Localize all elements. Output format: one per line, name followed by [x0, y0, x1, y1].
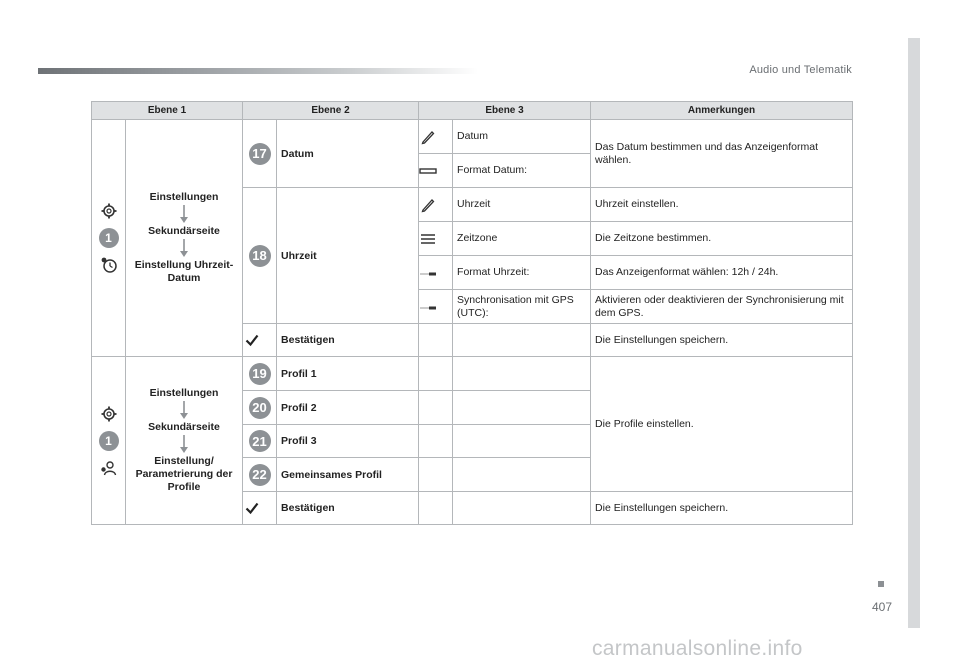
uhrzeit-option-icon-cell: [419, 188, 453, 222]
empty-cell: [419, 324, 453, 357]
badge-21: 21: [249, 430, 271, 452]
empty-cell: [453, 425, 591, 458]
uhrzeit-note: Uhrzeit einstellen.: [591, 188, 853, 222]
user-profile-icon: [100, 459, 118, 477]
checkmark-icon: [243, 331, 261, 349]
format-uhrzeit-icon-cell: [419, 256, 453, 290]
empty-cell: [453, 391, 591, 425]
gps-sync-note: Aktivieren oder deaktivieren der Synchronisierung mit dem GPS.: [591, 290, 853, 324]
settings-table: [91, 101, 853, 525]
arrow-down-icon: [179, 401, 189, 420]
zeitzone-option: Zeitzone: [453, 222, 591, 256]
datum-label: Datum: [277, 120, 419, 188]
header-gradient-bar: [38, 68, 478, 74]
profile-badge-cell: [243, 357, 277, 391]
pencil-icon: [419, 196, 437, 214]
header-ebene-2: Ebene 2: [243, 102, 419, 120]
confirm-label: Bestätigen: [277, 324, 419, 357]
settings-gear-icon: [100, 202, 118, 220]
zeitzone-icon-cell: [419, 222, 453, 256]
confirm-note: Die Einstellungen speichern.: [591, 324, 853, 357]
shared-profile-label: Gemeinsames Profil: [277, 458, 419, 492]
step-sekundaerseite: Sekundärseite: [148, 225, 220, 237]
confirm-label: Bestätigen: [277, 492, 419, 525]
badge-17: 17: [249, 143, 271, 165]
confirm-note: Die Einstellungen speichern.: [591, 492, 853, 525]
checkmark-icon: [243, 499, 261, 517]
empty-cell: [453, 492, 591, 525]
confirm-icon-cell: [243, 324, 277, 357]
profile-badge-cell: [243, 425, 277, 458]
pencil-icon: [419, 128, 437, 146]
clock-settings-icon: [100, 256, 118, 274]
empty-cell: [453, 458, 591, 492]
uhrzeit-badge-cell: [243, 188, 277, 324]
step-einstellungen: Einstellungen: [149, 191, 219, 203]
step-badge: 1: [99, 228, 119, 248]
badge-19: 19: [249, 363, 271, 385]
toggle-switch-icon: [419, 264, 437, 282]
watermark: carmanualsonline.info: [592, 637, 803, 660]
empty-cell: [419, 425, 453, 458]
zeitzone-note: Die Zeitzone bestimmen.: [591, 222, 853, 256]
empty-cell: [419, 492, 453, 525]
header-ebene-1: Ebene 1: [92, 102, 243, 120]
badge-22: 22: [249, 464, 271, 486]
format-datum-option: Format Datum:: [453, 154, 591, 188]
datum-option: Datum: [453, 120, 591, 154]
step-einstellung-uhrzeit-datum: Einstellung Uhrzeit-Datum: [134, 259, 234, 284]
confirm-icon-cell: [243, 492, 277, 525]
step-einstellungen: Einstellungen: [149, 387, 219, 399]
uhrzeit-option: Uhrzeit: [453, 188, 591, 222]
page-side-bar: [908, 38, 920, 628]
settings-gear-icon: [100, 405, 118, 423]
gps-sync-icon-cell: [419, 290, 453, 324]
format-datum-icon-cell: [419, 154, 453, 188]
empty-cell: [453, 324, 591, 357]
format-uhrzeit-note: Das Anzeigenformat wählen: 12h / 24h.: [591, 256, 853, 290]
page-number-marker: [878, 581, 884, 587]
format-uhrzeit-option: Format Uhrzeit:: [453, 256, 591, 290]
table-header-row: [92, 102, 853, 120]
arrow-down-icon: [179, 205, 189, 224]
rectangle-bar-icon: [419, 162, 437, 180]
header-anmerkungen: Anmerkungen: [591, 102, 853, 120]
datum-option-icon-cell: [419, 120, 453, 154]
header-ebene-3: Ebene 3: [419, 102, 591, 120]
arrow-down-icon: [179, 239, 189, 258]
section2-icons: [92, 357, 126, 525]
empty-cell: [453, 357, 591, 391]
section1-icons: [92, 120, 126, 357]
section2-path: [126, 357, 243, 525]
section1-path: [126, 120, 243, 357]
gps-sync-option: Synchronisation mit GPS (UTC):: [453, 290, 591, 324]
step-badge: 1: [99, 431, 119, 451]
empty-cell: [419, 391, 453, 425]
page-number: 407: [872, 600, 893, 614]
profile-badge-cell: [243, 458, 277, 492]
chapter-title: Audio und Telematik: [749, 64, 852, 76]
profile-badge-cell: [243, 391, 277, 425]
profiles-note: Die Profile einstellen.: [591, 357, 853, 492]
list-lines-icon: [419, 230, 437, 248]
profile-2-label: Profil 2: [277, 391, 419, 425]
empty-cell: [419, 357, 453, 391]
empty-cell: [419, 458, 453, 492]
step-einstellung-profile: Einstellung/ Parametrierung der Profile: [135, 455, 233, 493]
uhrzeit-label: Uhrzeit: [277, 188, 419, 324]
table-row: [92, 120, 853, 154]
arrow-down-icon: [179, 435, 189, 454]
badge-18: 18: [249, 245, 271, 267]
profile-1-label: Profil 1: [277, 357, 419, 391]
profile-3-label: Profil 3: [277, 425, 419, 458]
datum-note: Das Datum bestimmen und das Anzeigenformat wählen.: [591, 120, 853, 188]
badge-20: 20: [249, 397, 271, 419]
step-sekundaerseite: Sekundärseite: [148, 421, 220, 433]
toggle-switch-icon: [419, 298, 437, 316]
table-row: [92, 357, 853, 391]
datum-badge-cell: [243, 120, 277, 188]
